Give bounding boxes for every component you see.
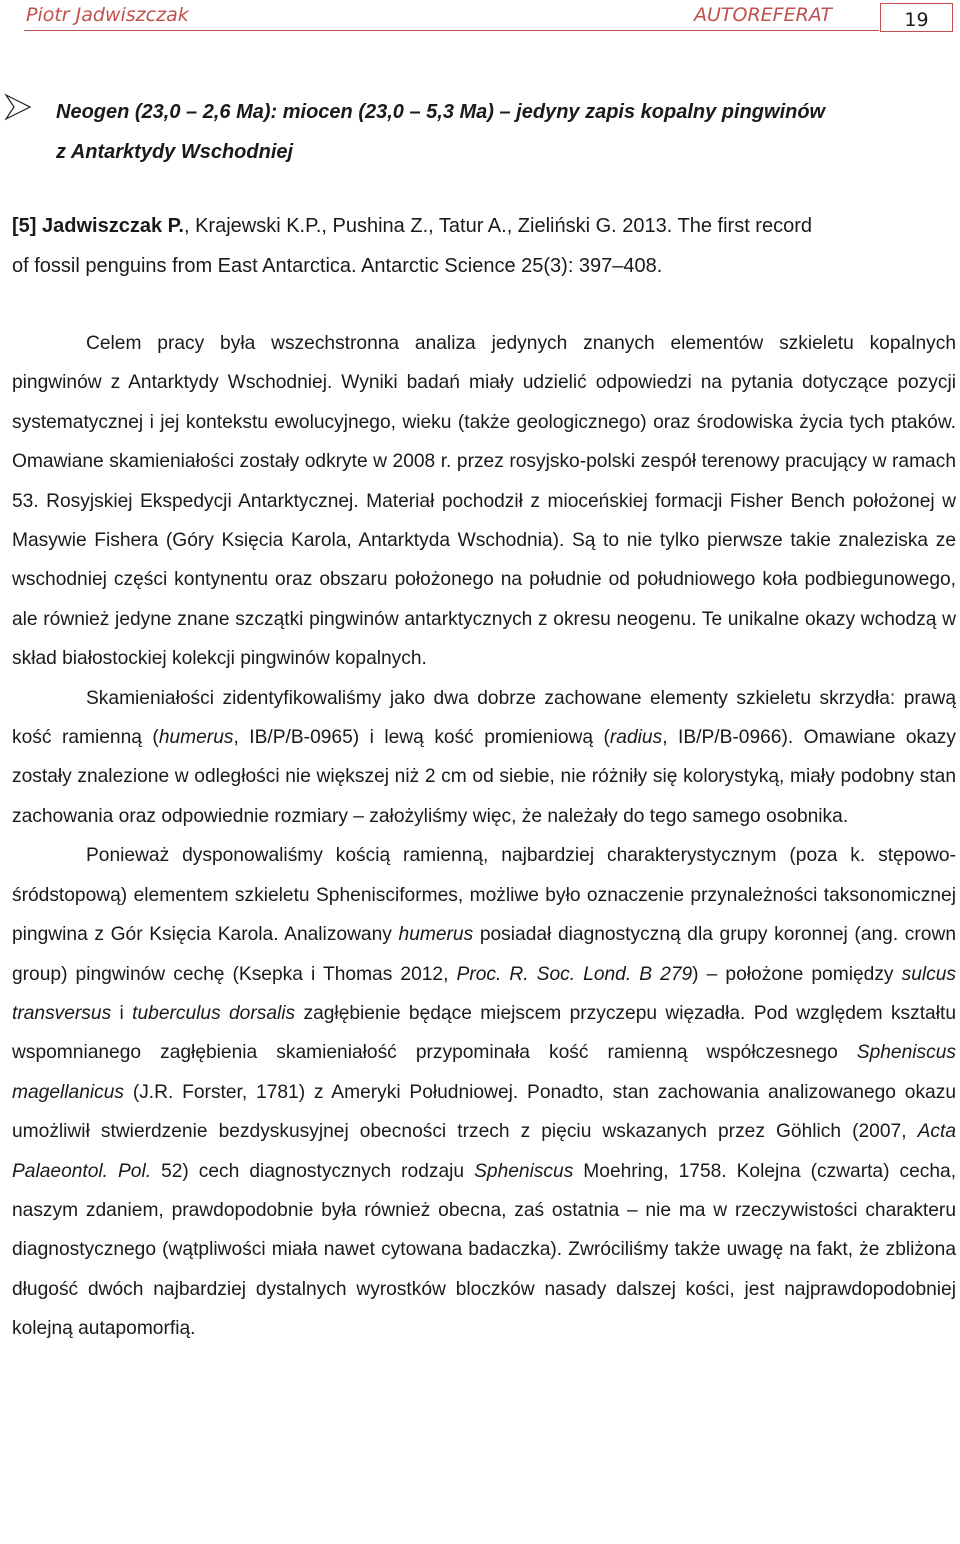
p3-text-2: posiadał diagnostyczną dla grupy koronnej (ang. crown group) pingwinów cechę (Ksepka i Thomas 2012, [12, 924, 956, 985]
p2-text-1: Skamieniałości zidentyfikowaliśmy jako dwa dobrze zachowane elementy szkieletu skrzydła: prawą kość ramienną ( [12, 687, 956, 749]
p3-text-1: Ponieważ dysponowaliśmy kością ramienną, najbardziej charakterystycznym (poza k. stępowo-śródstopową) elementem szkieletu Sphenisciformes, możliwe było oznaczenie przynależności taksonomicznej pingwina z Gór Księcia Karola. Analizowany [12, 845, 956, 946]
section-title [56, 92, 956, 172]
header-rule [24, 30, 879, 31]
header-author: Piotr Jadwiszczak [26, 4, 189, 26]
p2-italic-2: radius [609, 727, 663, 749]
section-title-line-2: z Antarktydy Wschodniej [56, 141, 294, 163]
reference-line-2: of fossil penguins from East Antarctica. Antarctic Science 25(3): 397–408. [12, 255, 663, 277]
p3-italic-3: sulcus transversus [12, 963, 956, 1024]
page-header [0, 0, 960, 36]
p3-italic-5: Spheniscus magellanicus [12, 1042, 956, 1103]
p2-text-2: , IB/P/B-0965) i lewą kość promieniową ( [233, 727, 610, 749]
p3-text-8: Moehring, 1758. Kolejna (czwarta) cecha, naszym zdaniem, prawdopodobnie była również obecna, zaś ostatnia – nie ma w rzeczywistości charakteru diagnostycznego (wątpliwości miała nawet cytowana badaczka). Zwróciliśmy także uwagę na fakt, że zbliżona długość dwóch najbardziej dystalnych wyrostków bloczków nasady dalszej kości, jest najprawdopodobniej kolejną autapomorfią. [12, 1160, 957, 1340]
p3-italic-1: humerus [398, 924, 474, 946]
p3-italic-2: Proc. R. Soc. Lond. B 279 [456, 963, 693, 985]
body-text [12, 324, 956, 1349]
p3-text-4: i [111, 1002, 133, 1024]
p2-italic-1: humerus [158, 727, 234, 749]
reference-line-1 [12, 206, 956, 246]
p3-text-3: ) – położone pomiędzy [692, 963, 902, 985]
page-number: 19 [880, 3, 953, 32]
reference-line-1-rest: , Krajewski K.P., Pushina Z., Tatur A., Zieliński G. 2013. The first record [183, 215, 812, 237]
reference-citation [12, 206, 956, 286]
paragraph-1: Celem pracy była wszechstronna analiza jedynych znanych elementów szkieletu kopalnych pingwinów z Antarktydy Wschodniej. Wyniki badań miały udzielić odpowiedzi na pytania dotyczące pozycji systematycznej i jej kontekstu ewolucyjnego, wieku (także geologicznego) oraz środowiska życia tych ptaków. Omawiane skamieniałości zostały odkryte w 2008 r. przez rosyjsko-polski zespół terenowy pracujący w ramach 53. Rosyjskiej Ekspedycji Antarktycznej. Materiał pochodził z mioceńskiej formacji Fisher Bench położonej w Masywie Fishera (Góry Księcia Karola, Antarktyda Wschodnia). Są to nie tylko pierwsze takie znaleziska ze wschodniej części kontynentu oraz obszaru położonego na południe od południowego koła podbiegunowego, ale również jedyne znane szczątki pingwinów antarktycznych z okresu neogenu. Te unikalne okazy wchodzą w skład białostockiej kolekcji pingwinów kopalnych. [12, 333, 956, 670]
p3-text-5: zagłębienie będące miejscem przyczepu więzadła. Pod względem kształtu wspomnianego zagłębienia skamieniałość przypominała kość ramienną współczesnego [12, 1002, 956, 1064]
p3-italic-6: Acta Palaeontol. Pol. [12, 1121, 956, 1182]
section-title-line-1: Neogen (23,0 – 2,6 Ma): miocen (23,0 – 5,3 Ma) – jedyny zapis kopalny pingwinów [56, 101, 826, 123]
p3-text-6: (J.R. Forster, 1781) z Ameryki Południowej. Ponadto, stan zachowania analizowanego okazu umożliwił stwierdzenie bezdyskusyjnej obecności trzech z pięciu wskazanych przez Göhlich (2007, [12, 1081, 956, 1143]
p3-text-7: 52) cech diagnostycznych rodzaju [151, 1160, 475, 1182]
p2-text-3: , IB/P/B-0966). Omawiane okazy zostały znalezione w odległości nie większej niż 2 cm od siebie, nie różniły się kolorystyką, miały podobny stan zachowania oraz odpowiednie rozmiary – założyliśmy więc, że należały do tego samego osobnika. [12, 727, 956, 827]
p3-italic-4: tuberculus dorsalis [132, 1002, 296, 1024]
paragraph-3 [12, 836, 956, 1348]
header-doc-type: AUTOREFERAT [694, 4, 833, 26]
chevron-right-icon [4, 92, 34, 122]
reference-author-bold: [5] Jadwiszczak P. [12, 215, 184, 237]
p3-italic-7: Spheniscus [474, 1160, 574, 1182]
paragraph-2 [12, 679, 956, 837]
